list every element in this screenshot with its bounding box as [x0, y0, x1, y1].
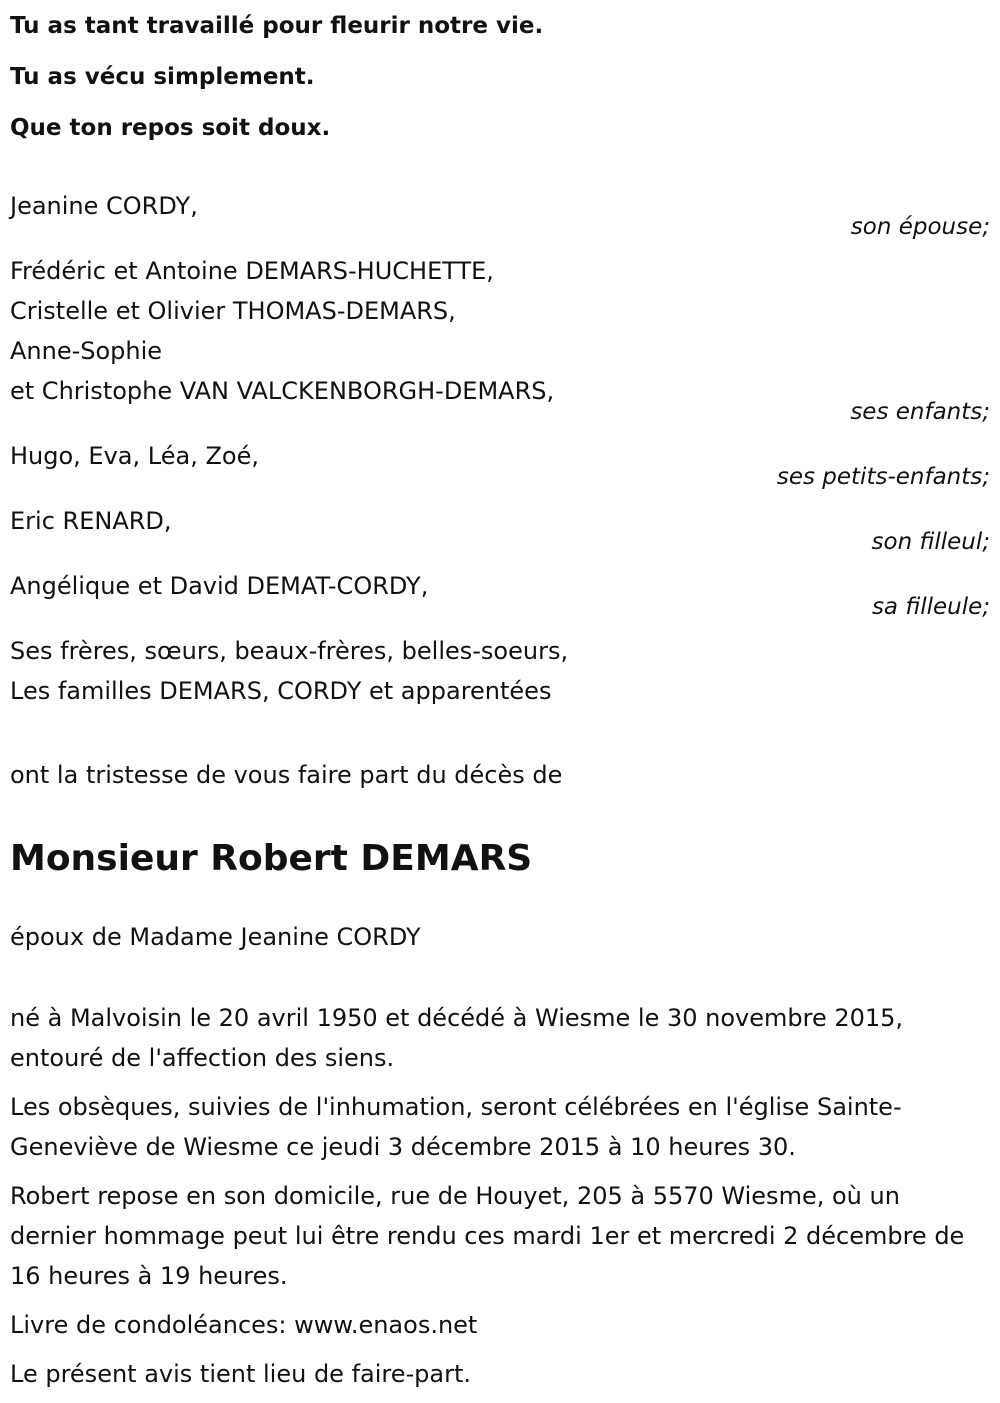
- family-group-spouse: [10, 186, 990, 239]
- funeral-text: Les obsèques, suivies de l'inhumation, seront célébrées en l'église Sainte-Geneviève de Wiesme ce jeudi 3 décembre 2015 à 10 heures 30.: [10, 1093, 902, 1161]
- family-group-children: [10, 251, 990, 424]
- family-name: Hugo, Eva, Léa, Zoé,: [10, 442, 259, 470]
- relation-label: sa filleule;: [871, 594, 990, 620]
- obituary-notice: [10, 0, 990, 1403]
- family-group-goddaughter: [10, 566, 990, 619]
- family-name: Les familles DEMARS, CORDY et apparentées: [10, 677, 552, 705]
- birth-death-text: né à Malvoisin le 20 avril 1950 et décédé à Wiesme le 30 novembre 2015, entouré de l'affection des siens.: [10, 1004, 904, 1072]
- spouse-of: époux de Madame Jeanine CORDY: [10, 923, 421, 951]
- relation-label: ses enfants;: [850, 399, 990, 425]
- relation-label: son épouse;: [850, 214, 990, 240]
- family-name: et Christophe VAN VALCKENBORGH-DEMARS,: [10, 377, 555, 405]
- family-name: Angélique et David DEMAT-CORDY,: [10, 572, 429, 600]
- poem: [10, 1, 990, 154]
- relation-label: son filleul;: [871, 529, 990, 555]
- poem-line: Tu as vécu simplement.: [10, 64, 315, 90]
- deceased-name: Monsieur Robert DEMARS: [10, 838, 533, 879]
- announcement: ont la tristesse de vous faire part du décès de: [10, 761, 563, 789]
- family-list: [10, 186, 990, 711]
- condolences-text: Livre de condoléances: www.enaos.net: [10, 1311, 478, 1339]
- family-name: Cristelle et Olivier THOMAS-DEMARS,: [10, 297, 456, 325]
- repose-text: Robert repose en son domicile, rue de Houyet, 205 à 5570 Wiesme, où un dernier hommage peut lui être rendu ces mardi 1er et mercredi 2 décembre de 16 heures à 19 heures.: [10, 1182, 965, 1290]
- family-group-grandchildren: [10, 436, 990, 489]
- details: [10, 998, 990, 1394]
- relation-label: ses petits-enfants;: [776, 464, 990, 490]
- notice-text: Le présent avis tient lieu de faire-part.: [10, 1360, 472, 1388]
- family-name: Anne-Sophie: [10, 337, 163, 365]
- poem-line: Que ton repos soit doux.: [10, 115, 331, 141]
- family-name: Eric RENARD,: [10, 507, 172, 535]
- family-name: Ses frères, sœurs, beaux-frères, belles-soeurs,: [10, 637, 569, 665]
- family-group-godson: [10, 501, 990, 554]
- family-name: Frédéric et Antoine DEMARS-HUCHETTE,: [10, 257, 494, 285]
- poem-line: Tu as tant travaillé pour fleurir notre vie.: [10, 13, 544, 39]
- family-group-others: [10, 631, 990, 711]
- family-name: Jeanine CORDY,: [10, 192, 198, 220]
